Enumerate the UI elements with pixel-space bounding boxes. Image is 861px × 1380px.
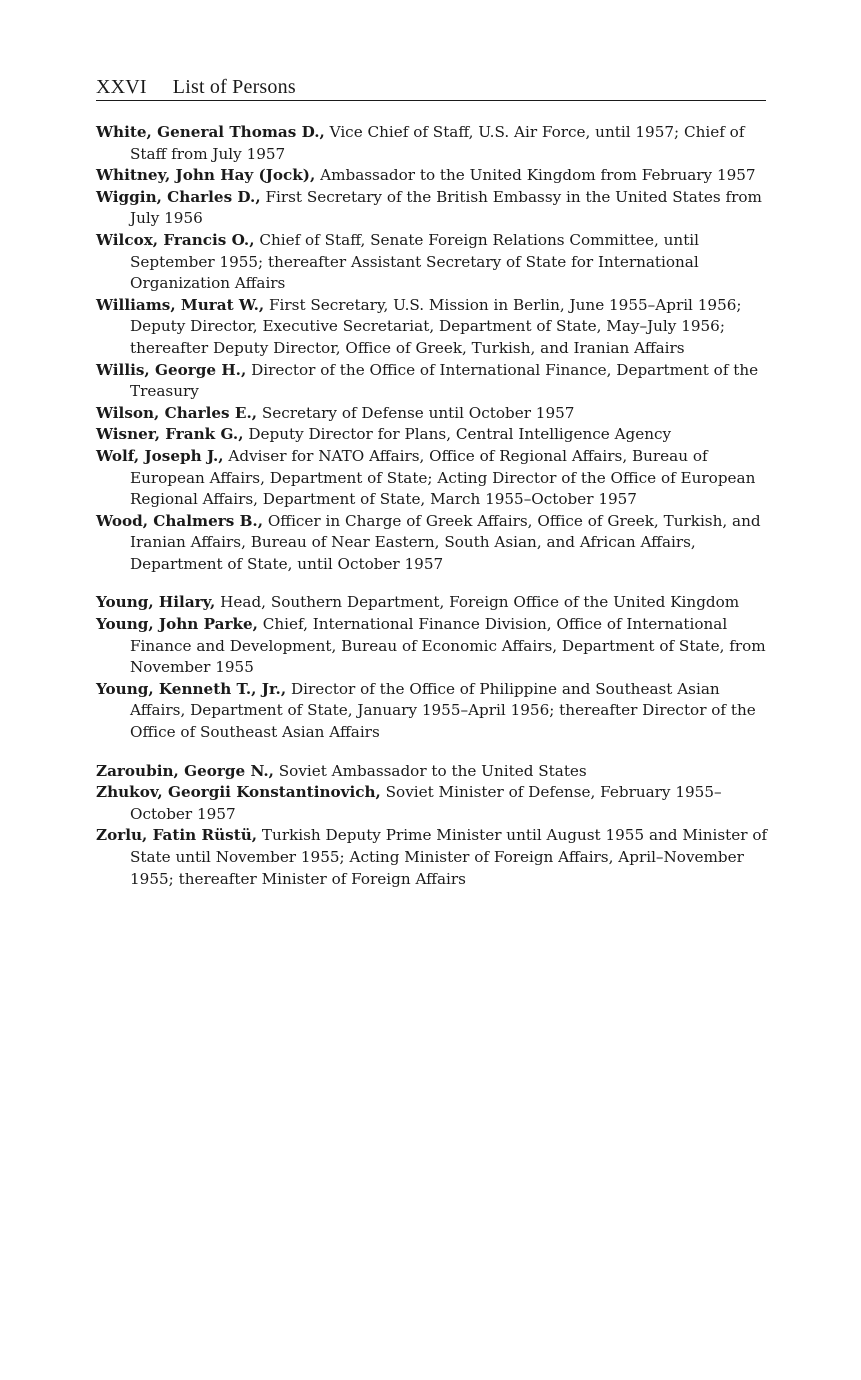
person-name: Wiggin, Charles D., — [96, 187, 261, 206]
person-entry — [96, 187, 768, 230]
person-entry — [96, 360, 768, 403]
person-name: Wisner, Frank G., — [96, 425, 244, 444]
person-name: Wood, Chalmers B., — [96, 511, 263, 530]
person-entry — [96, 825, 768, 890]
person-description: Officer in Charge of Greek Affairs, Office of Greek, Turkish, and Iranian Affairs, Bureau of Near Eastern, South Asian, and African Affairs, Department of State, until October 1957 — [130, 511, 761, 573]
person-description: Turkish Deputy Prime Minister until August 1955 and Minister of State until November 1955; Acting Minister of Foreign Affairs, April–November 1955; thereafter Minister of Foreign Affairs — [130, 826, 768, 888]
person-entry — [96, 679, 768, 744]
person-name: Young, Hilary, — [96, 593, 216, 612]
section-spacer — [96, 744, 768, 761]
person-description: First Secretary of the British Embassy in the United States from July 1956 — [130, 187, 762, 228]
person-description: Secretary of Defense until October 1957 — [261, 403, 575, 422]
person-entry — [96, 230, 768, 295]
person-name: Whitney, John Hay (Jock), — [96, 166, 316, 185]
person-entry — [96, 122, 768, 165]
person-entry — [96, 592, 768, 614]
person-name: Wilson, Charles E., — [96, 403, 258, 422]
person-description: Vice Chief of Staff, U.S. Air Force, until 1957; Chief of Staff from July 1957 — [130, 123, 745, 163]
person-entry — [96, 403, 768, 425]
person-entry — [96, 614, 768, 679]
person-description: First Secretary, U.S. Mission in Berlin, June 1955–April 1956; Deputy Director, Executive Secretariat, Department of State, May–July 1956; thereafter Deputy Director, Office of Greek, Turkish, and Iranian Affairs — [130, 295, 742, 357]
person-entry — [96, 424, 768, 446]
person-name: Wolf, Joseph J., — [96, 446, 224, 465]
person-description: Head, Southern Department, Foreign Office of the United Kingdom — [220, 593, 740, 612]
person-name: Young, John Parke, — [96, 615, 258, 634]
person-description: Director of the Office of International Finance, Department of the Treasury — [130, 360, 759, 401]
person-description: Soviet Ambassador to the United States — [278, 761, 587, 780]
person-name: Zaroubin, George N., — [96, 761, 274, 780]
person-description: Chief of Staff, Senate Foreign Relations Committee, until September 1955; thereafter Assistant Secretary of State for International Organization Affairs — [130, 230, 700, 293]
page-folio: XXVI — [96, 76, 147, 98]
person-name: Young, Kenneth T., Jr., — [96, 679, 287, 698]
person-description: Soviet Minister of Defense, February 1955–October 1957 — [130, 783, 722, 823]
person-entry — [96, 295, 768, 360]
person-entry — [96, 165, 768, 187]
person-entry — [96, 511, 768, 576]
person-name: Wilcox, Francis O., — [96, 230, 255, 249]
persons-list — [96, 122, 768, 890]
person-description: Chief, International Finance Division, Office of International Finance and Development, Bureau of Economic Affairs, Department of State, from November 1955 — [130, 615, 766, 677]
person-name: White, General Thomas D., — [96, 123, 325, 141]
person-description: Adviser for NATO Affairs, Office of Regional Affairs, Bureau of European Affairs, Department of State; Acting Director of the Office of European Regional Affairs, Department of State, March 1955–October 1957 — [130, 446, 756, 509]
person-name: Zorlu, Fatin Rüstü, — [96, 826, 258, 845]
running-header — [96, 74, 766, 101]
section-spacer — [96, 575, 768, 592]
person-description: Ambassador to the United Kingdom from February 1957 — [320, 166, 756, 185]
person-name: Willis, George H., — [96, 360, 247, 379]
person-description: Deputy Director for Plans, Central Intelligence Agency — [248, 425, 672, 444]
person-entry — [96, 446, 768, 511]
person-description: Director of the Office of Philippine and Southeast Asian Affairs, Department of State, January 1955–April 1956; thereafter Director of the Office of Southeast Asian Affairs — [130, 679, 756, 742]
person-entry — [96, 761, 768, 783]
person-entry — [96, 782, 768, 825]
person-name: Williams, Murat W., — [96, 295, 265, 314]
page-title: List of Persons — [172, 76, 296, 98]
person-name: Zhukov, Georgii Konstantinovich, — [96, 783, 381, 802]
